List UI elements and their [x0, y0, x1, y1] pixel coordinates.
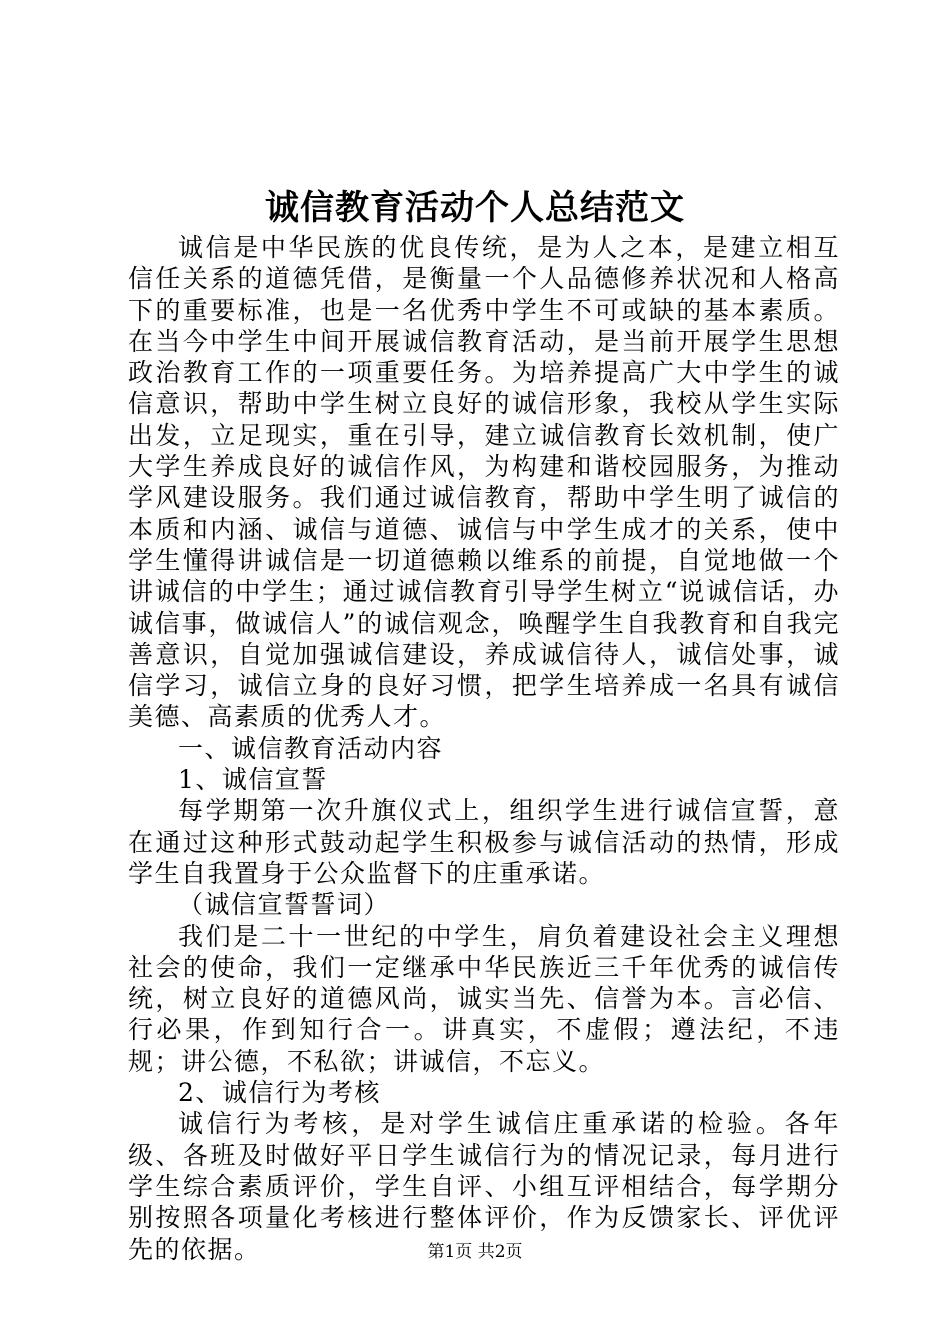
page-footer: 第1页 共2页	[427, 1242, 523, 1262]
subheading-behavior-assessment: 2、诚信行为考核	[178, 1078, 381, 1108]
subheading-integrity-oath: 1、诚信宣誓	[178, 765, 328, 795]
oath-paragraph: 每学期第一次升旗仪式上，组织学生进行诚信宣誓，意在通过这种形式鼓动起学生积极参与诚信活动的热情，形成学生自我置身于公众监督下的庄重承诺。	[128, 796, 840, 888]
document-body	[128, 232, 840, 1265]
section-heading-activity-content: 一、诚信教育活动内容	[178, 733, 444, 763]
document-title: 诚信教育活动个人总结范文	[265, 188, 685, 228]
intro-paragraph: 诚信是中华民族的优良传统，是为人之本，是建立相互信任关系的道德凭借，是衡量一个人品德修养状况和人格高下的重要标准，也是一名优秀中学生不可或缺的基本素质。在当今中学生中间开展诚信教育活动，是当前开展学生思想政治教育工作的一项重要任务。为培养提高广大中学生的诚信意识，帮助中学生树立良好的诚信形象，我校从学生实际出发，立足现实，重在引导，建立诚信教育长效机制，使广大学生养成良好的诚信作风，为构建和谐校园服务，为推动学风建设服务。我们通过诚信教育，帮助中学生明了诚信的本质和内涵、诚信与道德、诚信与中学生成才的关系，使中学生懂得讲诚信是一切道德赖以维系的前提，自觉地做一个讲诚信的中学生；通过诚信教育引导学生树立“说诚信话，办诚信事，做诚信人”的诚信观念，唤醒学生自我教育和自我完善意识，自觉加强诚信建设，养成诚信待人，诚信处事，诚信学习，诚信立身的良好习惯，把学生培养成一名具有诚信美德、高素质的优秀人才。	[128, 233, 840, 732]
oath-text-paragraph: 我们是二十一世纪的中学生，肩负着建设社会主义理想社会的使命，我们一定继承中华民族近三千年优秀的诚信传统，树立良好的道德风尚，诚实当先、信誉为本。言必信、行必果，作到知行合一。讲真实，不虚假；遵法纪，不违规；讲公德，不私欲；讲诚信，不忘义。	[128, 921, 840, 1076]
oath-text-label: （诚信宣誓誓词）	[178, 890, 391, 920]
assessment-paragraph: 诚信行为考核，是对学生诚信庄重承诺的检验。各年级、各班及时做好平日学生诚信行为的情况记录，每月进行学生综合素质评价，学生自评、小组互评相结合，每学期分别按照各项量化考核进行整体评价，作为反馈家长、评优评先的依据。	[128, 1109, 840, 1264]
